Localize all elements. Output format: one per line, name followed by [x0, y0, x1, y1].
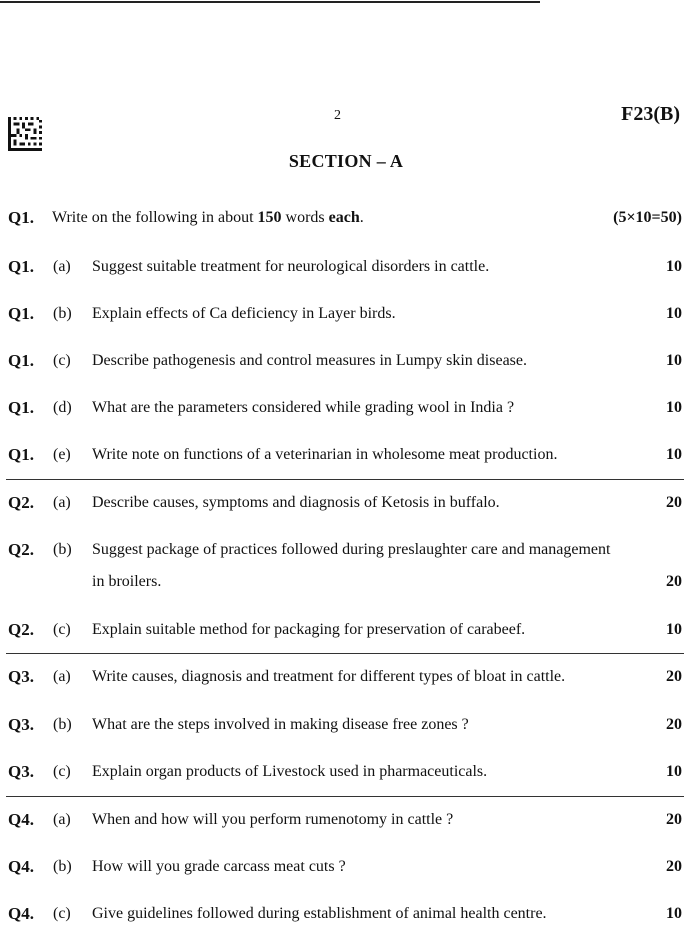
- question-text: What are the parameters considered while grading wool in India ?: [92, 399, 515, 416]
- question-part: (b): [53, 858, 72, 875]
- question-marks: 20: [666, 494, 682, 511]
- question-number: Q4.: [8, 857, 34, 876]
- question-text: Describe causes, symptoms and diagnosis of Ketosis in buffalo.: [92, 494, 500, 511]
- question-text: Explain suitable method for packaging for preservation of carabeef.: [92, 621, 526, 638]
- question-number: Q1.: [8, 445, 34, 464]
- question-marks: 10: [666, 399, 682, 416]
- question-number: Q4.: [8, 810, 34, 829]
- question-text: Write note on functions of a veterinarian in wholesome meat production.: [92, 446, 558, 463]
- question-text: Describe pathogenesis and control measures in Lumpy skin disease.: [92, 352, 527, 369]
- question-text: Explain organ products of Livestock used in pharmaceuticals.: [92, 763, 488, 780]
- question-part: (c): [53, 352, 71, 369]
- question-part: (b): [53, 305, 72, 322]
- question-part: (c): [53, 621, 71, 638]
- question-marks: 10: [666, 763, 682, 780]
- question-part: (a): [53, 668, 71, 685]
- question-part: (a): [53, 258, 71, 275]
- question-text: Suggest package of practices followed during preslaughter care and management: [92, 541, 611, 558]
- question-marks: 10: [666, 305, 682, 322]
- total-marks: (5×10=50): [613, 209, 682, 226]
- question-part: (d): [53, 399, 72, 416]
- question-part: (a): [53, 811, 71, 828]
- question-number: Q2.: [8, 540, 34, 559]
- page-number: 2: [334, 108, 341, 123]
- question-part: (a): [53, 494, 71, 511]
- question-text-continued: in broilers.: [92, 573, 162, 590]
- section-title: SECTION – A: [288, 151, 404, 171]
- question-number: Q4.: [8, 904, 34, 923]
- question-marks: 10: [666, 446, 682, 463]
- question-text: Write causes, diagnosis and treatment for different types of bloat in cattle.: [92, 668, 566, 685]
- question-number: Q1.: [8, 351, 34, 370]
- question-part: (e): [53, 446, 71, 463]
- divider: [6, 479, 684, 480]
- question-number: Q1.: [8, 208, 34, 227]
- question-text: Suggest suitable treatment for neurological disorders in cattle.: [92, 258, 490, 275]
- question-number: Q3.: [8, 762, 34, 781]
- paper-code: F23(B): [621, 103, 680, 125]
- top-rule: [0, 1, 540, 3]
- question-marks: 20: [666, 716, 682, 733]
- question-text: When and how will you perform rumenotomy in cattle ?: [92, 811, 454, 828]
- question-number: Q2.: [8, 620, 34, 639]
- question-number: Q3.: [8, 715, 34, 734]
- barcode-icon: [7, 117, 43, 151]
- question-marks: 10: [666, 258, 682, 275]
- question-marks: 20: [666, 668, 682, 685]
- question-marks: 10: [666, 352, 682, 369]
- instruction-text: Write on the following in about 150 words each.: [52, 209, 364, 226]
- question-number: Q1.: [8, 398, 34, 417]
- question-part: (c): [53, 905, 71, 922]
- divider: [6, 653, 684, 654]
- question-number: Q2.: [8, 493, 34, 512]
- question-marks: 10: [666, 905, 682, 922]
- question-marks: 20: [666, 811, 682, 828]
- question-text: What are the steps involved in making disease free zones ?: [92, 716, 469, 733]
- question-part: (b): [53, 716, 72, 733]
- question-marks: 20: [666, 858, 682, 875]
- divider: [6, 796, 684, 797]
- question-part: (c): [53, 763, 71, 780]
- question-part: (b): [53, 541, 72, 558]
- question-marks: 10: [666, 621, 682, 638]
- question-text: How will you grade carcass meat cuts ?: [92, 858, 346, 875]
- question-number: Q3.: [8, 667, 34, 686]
- question-text: Give guidelines followed during establishment of animal health centre.: [92, 905, 547, 922]
- question-marks: 20: [666, 573, 682, 590]
- question-number: Q1.: [8, 257, 34, 276]
- question-text: Explain effects of Ca deficiency in Layer birds.: [92, 305, 396, 322]
- question-number: Q1.: [8, 304, 34, 323]
